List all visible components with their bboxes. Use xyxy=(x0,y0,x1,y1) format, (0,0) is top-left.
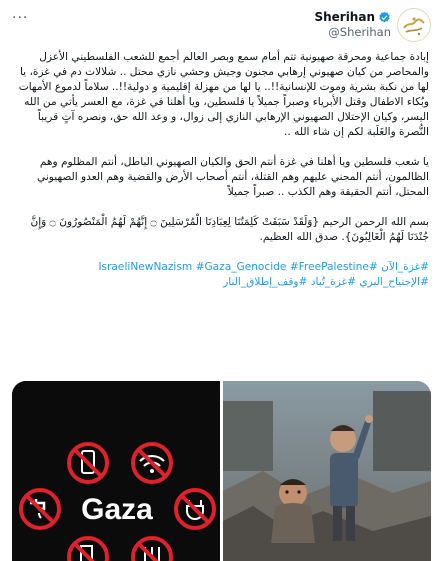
tweet-text xyxy=(12,50,429,290)
blockade-graphic xyxy=(12,381,220,561)
tweet-media xyxy=(12,381,431,561)
hashtags-line-2[interactable]: #الإجتياح_البري #غزة_تُباد #وقف_إطلاق_النار xyxy=(223,276,429,288)
tweet-header xyxy=(10,8,431,44)
tweet-paragraph-1: إبادة جماعية ومحرقة صهيونية تتم أمام سمع وبصر العالم أجمع للشعب الفلسطيني الأعزل والمحاصر من كيان صهيوني إرهابي مجنون وجيش وحشي نازي محتل .. شلالات دم في غزة، يا لها من نكبة بشرية وموت للإنسانية!!.. يا لها من مهزلة إقليمية و دولية!!.. سلاماً لدموع الأمهات وبُكاء الاطفال وقتل الأبرياء وصبراً جميلاً يا فلسطين، ويا أهلنا في غزة، مع العسر يأتي من الله اليسر، وكيان الإحتلال الصهيوني الإرهابي النازي إلى زوال، و وعد الله حق، ونصره آتٍ قريباً النُّصرة والغَلَبة لكم إن شاء الله .. xyxy=(18,51,429,138)
display-name[interactable]: Sherihan xyxy=(314,10,375,24)
verified-badge-icon xyxy=(378,11,391,24)
gaza-blockade-image[interactable] xyxy=(12,381,220,561)
tweet-paragraph-3: بسم الله الرحمن الرحيم {وَلَقَدْ سَبَقَتْ كَلِمَتُنَا لِعِبَادِنَا الْمُرْسَلِينَ ۝ إِنَّهُمْ لَهُمُ الْمَنْصُورُونَ ۝ وَإِنَّ جُنْدَنَا لَهُمُ الْغَالِبُونَ}. صدق الله العظيم. xyxy=(30,216,429,243)
more-options-icon[interactable]: ··· xyxy=(12,10,29,26)
author-names[interactable] xyxy=(314,10,391,39)
tweet-paragraph-2: يا شعب فلسطين ويا أهلنا في غزة أنتم الحق والكيان الصهيوني الباطل، أنتم المظلوم وهم الظالمون، أنتم المجني عليهم وهم القتلة، أنتم أصحاب الأرض والقضية وهم العدو الصهيوني المحتل، أنتم الحقيقة وهم الكذب .. صبراً جميلاً xyxy=(37,156,429,198)
hashtags-line-1[interactable]: #غزة_الآن #IsraeliNewNazism #Gaza_Genocide #FreePalestine xyxy=(98,261,429,273)
handle[interactable]: @Sherihan xyxy=(328,25,391,39)
rubble-scene xyxy=(223,381,431,561)
children-in-rubble-photo[interactable] xyxy=(223,381,431,561)
gaza-caption: Gaza xyxy=(81,493,153,526)
avatar[interactable] xyxy=(397,8,431,42)
gold-calligraphy-logo-icon xyxy=(399,10,429,40)
